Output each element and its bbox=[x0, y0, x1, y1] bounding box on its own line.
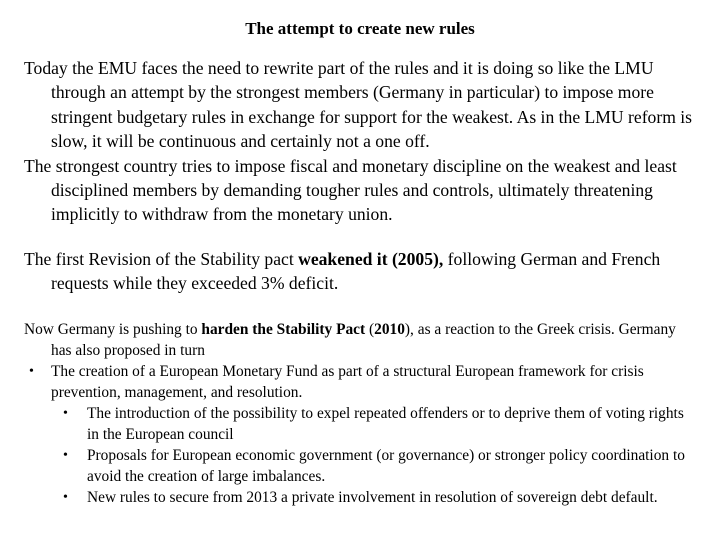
bullet-item-emf bbox=[29, 361, 696, 403]
bullet-icon: • bbox=[29, 364, 34, 379]
revision-paragraph bbox=[24, 247, 696, 296]
bullet-icon: • bbox=[63, 490, 68, 505]
intro-block bbox=[24, 56, 696, 227]
bullet-text-emf: The creation of a European Monetary Fund as part of a structural European framework for crisis prevention, management, and resolution. bbox=[51, 363, 644, 401]
germany-text-mid: ( bbox=[365, 321, 375, 338]
germany-text-post: ), as a reaction to the Greek crisis. Germany has also proposed in turn bbox=[51, 321, 676, 359]
subbullet-item-private-involvement bbox=[63, 487, 696, 508]
subbullet-item-expel bbox=[63, 403, 696, 445]
germany-paragraph bbox=[24, 319, 696, 361]
germany-proposals-block bbox=[24, 319, 696, 508]
germany-text-bold-harden: harden the Stability Pact bbox=[201, 321, 366, 338]
subbullet-text-governance: Proposals for European economic government (or governance) or stronger policy coordination to avoid the creation of large imbalances. bbox=[87, 447, 685, 485]
revision-text-bold: weakened it (2005), bbox=[298, 249, 444, 269]
intro-paragraph-strongest-country: The strongest country tries to impose fiscal and monetary discipline on the weakest and least disciplined members by demanding tougher rules and controls, ultimately threatening implicitly to withdraw from the monetary union. bbox=[24, 155, 677, 225]
revision-text-post: following German and French requests while they exceeded 3% deficit. bbox=[51, 249, 661, 294]
subbullet-item-governance bbox=[63, 445, 696, 487]
germany-text-pre: Now Germany is pushing to bbox=[24, 321, 202, 338]
slide-title: The attempt to create new rules bbox=[245, 19, 475, 38]
bullet-icon: • bbox=[63, 406, 68, 421]
subbullet-text-private-involvement: New rules to secure from 2013 a private involvement in resolution of sovereign debt default. bbox=[87, 489, 658, 506]
revision-text-pre: The first Revision of the Stability pact bbox=[24, 249, 299, 269]
intro-paragraph-emu: Today the EMU faces the need to rewrite part of the rules and it is doing so like the LMU through an attempt by the strongest members (Germany in particular) to impose more stringent budgetary rules in exchange for support for the weakest. As in the LMU reform is slow, it will be continuous and certainly not a one off. bbox=[24, 58, 693, 152]
subbullet-text-expel: The introduction of the possibility to expel repeated offenders or to deprive them of voting rights in the European council bbox=[87, 405, 684, 443]
germany-text-bold-year: 2010 bbox=[374, 321, 405, 338]
bullet-icon: • bbox=[63, 448, 68, 463]
stability-pact-revision-block bbox=[24, 247, 696, 296]
